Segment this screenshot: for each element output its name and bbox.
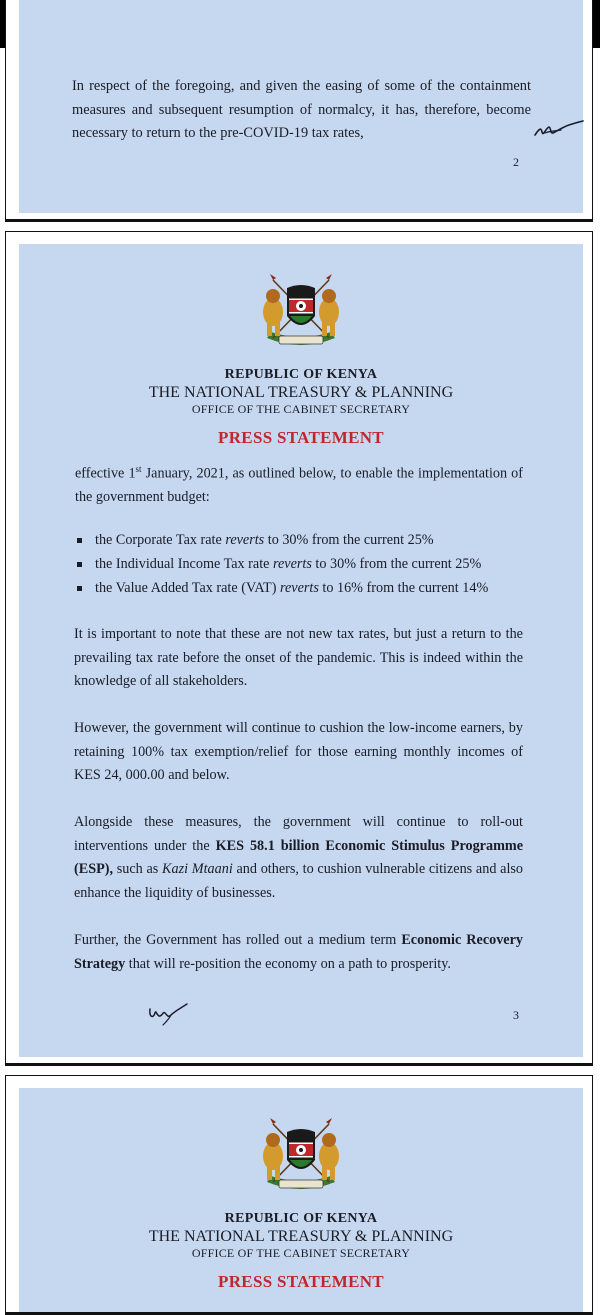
ordinal-suffix: st: [135, 464, 142, 474]
press-statement-title: PRESS STATEMENT: [218, 1272, 384, 1291]
press-statement-title: PRESS STATEMENT: [218, 428, 384, 447]
body-paragraph: In respect of the foregoing, and given the easing of some of the containment measures and subsequent resumption of normalcy, it has, therefore, become necessary to return to the pre-COVID-19 tax rates,: [72, 78, 531, 141]
list-item: the Individual Income Tax rate reverts to 30% from the current 25%: [76, 552, 488, 576]
page-paper: [19, 0, 583, 213]
header-ministry: THE NATIONAL TREASURY & PLANNING: [148, 1228, 454, 1245]
header-republic: REPUBLIC OF KENYA: [224, 1211, 378, 1226]
body-paragraph: However, the government will continue to cushion the low-income earners, by retaining 100% tax exemption/relief for those earning monthly incomes of KES 24, 000.00 and below.: [74, 720, 523, 783]
page-sheet-4: [5, 1075, 593, 1315]
page-paper: [19, 1088, 583, 1312]
signature-initials: [533, 119, 585, 141]
recovery-paragraph: Further, the Government has rolled out a medium term Economic Recovery Strategy that will re-position the economy on a path to prosperity.: [74, 932, 523, 972]
list-item: the Corporate Tax rate reverts to 30% from the current 25%: [76, 528, 488, 552]
tax-rate-list: [76, 528, 488, 600]
list-item: the Value Added Tax rate (VAT) reverts to 16% from the current 14%: [76, 576, 488, 600]
header-ministry: THE NATIONAL TREASURY & PLANNING: [148, 384, 454, 401]
header-republic: REPUBLIC OF KENYA: [224, 367, 378, 382]
esp-paragraph: Alongside these measures, the government will continue to roll-out interventions under the KES 58.1 billion Economic Stimulus Programme (ESP), such as Kazi Mtaani and others, to cushion vulnerable citizens and also enhance the liquidity of businesses.: [74, 814, 524, 901]
page-sheet-2: [5, 0, 593, 222]
page-paper: [19, 244, 583, 1057]
kenya-coat-of-arms-emblem: [259, 272, 343, 350]
kenya-coat-of-arms-emblem: [259, 1116, 343, 1194]
page-number: 2: [513, 155, 519, 169]
page-number: 3: [513, 1008, 519, 1022]
body-paragraph: It is important to note that these are not new tax rates, but just a return to the prevailing tax rate before the onset of the pandemic. This is indeed within the knowledge of all stakeholders.: [74, 626, 523, 689]
page-sheet-3: [5, 231, 593, 1066]
signature-initials: [147, 1001, 191, 1027]
header-office: OFFICE OF THE CABINET SECRETARY: [191, 402, 411, 416]
header-office: OFFICE OF THE CABINET SECRETARY: [191, 1246, 411, 1260]
intro-paragraph: effective 1st January, 2021, as outlined below, to enable the implementation of the government budget:: [75, 464, 523, 506]
